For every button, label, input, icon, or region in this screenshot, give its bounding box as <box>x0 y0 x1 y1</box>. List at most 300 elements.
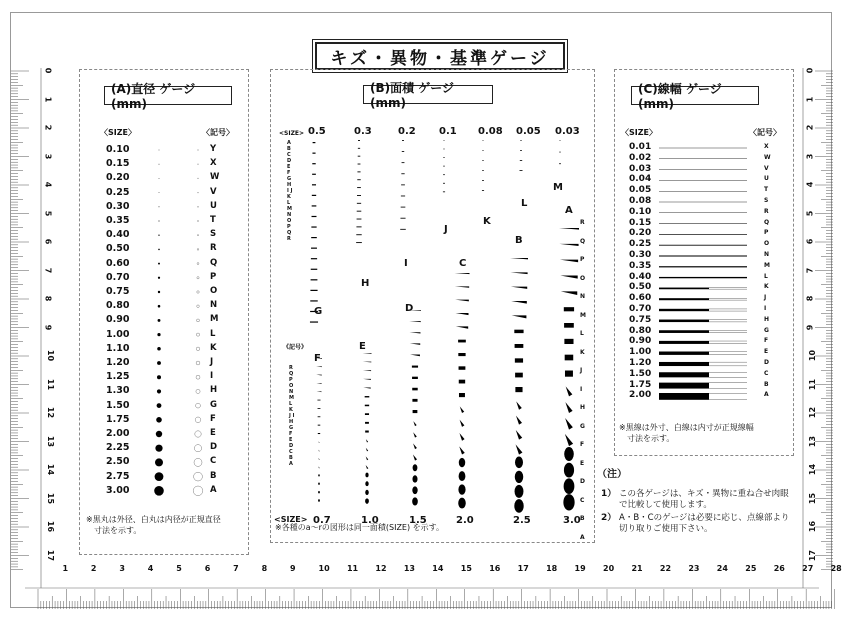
area-mark-small <box>443 149 444 150</box>
ruler-left-label: 17 <box>46 549 56 561</box>
area-mark-dot <box>412 475 417 482</box>
area-mark-rect <box>514 330 523 333</box>
ruler-bottom-label: 19 <box>574 564 586 573</box>
diameter-code: M <box>210 314 219 325</box>
diameter-white-dot <box>194 445 201 452</box>
area-mark-small <box>311 279 318 280</box>
linewidth-code: S <box>764 197 769 204</box>
linewidth-size: 0.01 <box>629 142 652 152</box>
diameter-size: 1.10 <box>106 342 130 354</box>
area-right-code: P <box>580 256 585 263</box>
area-mark-dot <box>412 486 417 494</box>
diameter-size: 0.10 <box>106 144 130 155</box>
linewidth-white-line <box>709 309 747 311</box>
diameter-code: J <box>210 357 214 367</box>
area-mark-diamond <box>413 443 417 449</box>
area-mark-dot <box>318 483 320 485</box>
area-top-size: 0.03 <box>555 126 580 137</box>
diameter-white-dot <box>197 319 200 322</box>
linewidth-size: 0.05 <box>629 185 652 196</box>
ruler-right-label: 13 <box>808 435 818 447</box>
linewidth-black-line <box>659 245 747 246</box>
area-right-code: J <box>580 367 583 374</box>
diameter-size: 0.75 <box>106 286 130 297</box>
area-mark-diamond <box>366 448 368 452</box>
area-mark-dot <box>365 481 368 486</box>
ruler-left-label: 8 <box>43 295 53 302</box>
area-mark-small <box>357 195 361 196</box>
area-bottom-size-label: <SIZE> <box>274 515 308 524</box>
area-mark-triangle <box>363 353 372 354</box>
linewidth-code: L <box>764 272 768 280</box>
ruler-left-label: 16 <box>46 520 56 533</box>
linewidth-code: K <box>764 283 769 291</box>
ruler-left-label: 6 <box>43 238 53 245</box>
linewidth-size: 0.70 <box>629 304 652 314</box>
area-group-letter: D <box>405 303 414 314</box>
area-group-letter: K <box>483 216 491 227</box>
ruler-right-label: 14 <box>808 463 818 476</box>
ruler-bottom-label: 6 <box>204 564 211 573</box>
area-mark-rect <box>515 387 522 392</box>
diameter-size: 1.20 <box>106 357 130 368</box>
diameter-code: E <box>210 428 216 438</box>
area-mark-small <box>520 170 523 171</box>
area-mark-triangle <box>410 354 420 356</box>
area-mark-small <box>311 226 316 227</box>
area-codes-bottom: R Q P O N M L K J I H G F E D C B A <box>289 365 295 467</box>
diameter-black-dot <box>158 305 161 308</box>
linewidth-code: P <box>764 229 769 237</box>
area-mark-rect <box>318 416 321 417</box>
diameter-white-dot <box>196 403 201 408</box>
area-mark-triangle <box>410 332 421 333</box>
panel-b-title: (B)面積 ゲージ(mm) <box>363 85 493 104</box>
area-group-letter: L <box>521 198 528 209</box>
diameter-code: F <box>210 413 216 424</box>
ruler-bottom-label: 20 <box>603 564 615 573</box>
diameter-white-dot <box>196 333 199 336</box>
area-mark-diamond <box>413 454 417 460</box>
area-mark-small <box>443 174 445 175</box>
ruler-bottom-label: 5 <box>176 564 182 573</box>
ruler-left-label: 12 <box>46 406 56 419</box>
area-mark-diamond <box>366 456 369 460</box>
area-mark-triangle <box>559 244 578 246</box>
linewidth-code: O <box>764 240 770 248</box>
diameter-black-dot <box>158 263 160 265</box>
area-right-code: I <box>580 385 583 393</box>
ruler-bottom-label: 1 <box>62 564 69 573</box>
panel-a-code-header: 〈記号〉 <box>202 128 234 137</box>
area-mark-small <box>559 152 560 153</box>
ruler-right-label: 5 <box>805 210 815 216</box>
area-mark-small <box>482 190 484 191</box>
diameter-white-dot <box>197 235 198 236</box>
linewidth-code: H <box>764 315 770 323</box>
diameter-size: 1.50 <box>106 399 130 411</box>
area-mark-triangle <box>510 258 528 259</box>
area-mark-diamond <box>566 386 573 396</box>
area-mark-dot <box>365 473 368 478</box>
area-group-letter: J <box>444 224 448 235</box>
diameter-black-dot <box>158 220 159 221</box>
area-mark-dot <box>564 478 575 494</box>
linewidth-size: 0.80 <box>629 325 652 336</box>
area-size-label: <SIZE> <box>279 130 305 137</box>
diameter-code: T <box>210 215 216 225</box>
diameter-code: Q <box>210 257 218 268</box>
panel-c-code-header: 〈記号〉 <box>749 128 781 137</box>
area-mark-dot <box>412 497 418 505</box>
area-mark-rect <box>564 339 573 344</box>
area-mark-small <box>357 179 360 180</box>
diameter-black-dot <box>157 389 161 393</box>
diameter-size: 1.30 <box>106 385 130 397</box>
area-mark-rect <box>318 408 321 409</box>
diameter-code: B <box>210 470 217 481</box>
ruler-left-label: 10 <box>46 349 56 362</box>
area-mark-small <box>356 234 361 235</box>
area-mark-rect <box>412 388 417 391</box>
ruler-right-label: 8 <box>805 295 815 302</box>
area-mark-dot <box>318 491 320 494</box>
area-bottom-size: 0.7 <box>313 515 331 526</box>
area-right-code: L <box>580 330 584 337</box>
area-mark-triangle <box>512 315 527 318</box>
ruler-bottom-label: 14 <box>432 564 444 573</box>
area-mark-small <box>444 140 445 141</box>
area-mark-rect <box>565 355 574 361</box>
area-mark-rect <box>412 377 418 379</box>
diameter-size: 0.15 <box>106 158 130 170</box>
area-mark-triangle <box>455 286 469 287</box>
linewidth-code: T <box>764 186 769 194</box>
linewidth-black-line <box>659 277 747 278</box>
diameter-size: 2.50 <box>106 456 130 468</box>
area-mark-rect <box>564 307 574 311</box>
area-mark-triangle <box>510 272 527 274</box>
area-mark-small <box>520 160 522 161</box>
ruler-right-label: 12 <box>808 406 818 419</box>
linewidth-code: M <box>764 261 770 269</box>
diameter-code: H <box>210 385 218 396</box>
ruler-bottom-label: 21 <box>631 564 643 573</box>
area-mark-dot <box>318 474 320 476</box>
area-mark-small <box>443 157 444 158</box>
area-mark-triangle <box>363 387 370 388</box>
area-mark-small <box>402 162 405 163</box>
linewidth-size: 0.08 <box>629 196 652 206</box>
panel-b-note: ※各種のa～rの図形は同一面積(SIZE) を示す。 <box>275 523 445 532</box>
area-mark-diamond <box>413 432 417 437</box>
area-mark-small <box>560 140 561 141</box>
area-bottom-size: 1.0 <box>361 515 379 526</box>
area-mark-triangle <box>363 362 372 363</box>
area-mark-small <box>358 156 361 157</box>
linewidth-size: 0.25 <box>629 239 652 250</box>
diameter-size: 1.00 <box>106 328 130 340</box>
diameter-black-dot <box>159 178 160 179</box>
area-mark-small <box>311 269 318 270</box>
linewidth-code: E <box>764 348 769 356</box>
diameter-black-dot <box>156 431 162 437</box>
area-top-size: 0.1 <box>439 126 457 137</box>
diameter-size: 0.20 <box>106 172 130 184</box>
ruler-left-label: 2 <box>43 124 53 131</box>
area-mark-small <box>482 180 484 181</box>
linewidth-code: F <box>764 337 769 345</box>
diameter-size: 2.00 <box>106 428 130 439</box>
note-1: この各ゲージは、キズ・異物に重ね合せ肉眼 で比較して使用します。 <box>619 489 789 510</box>
area-mark-dot <box>458 498 466 509</box>
area-mark-small <box>357 171 360 172</box>
area-mark-dot <box>318 499 320 502</box>
area-mark-small <box>312 174 316 175</box>
linewidth-size: 0.15 <box>629 217 652 228</box>
area-mark-small <box>443 191 445 192</box>
area-mark-small <box>401 207 406 208</box>
area-top-size: 0.05 <box>516 126 541 137</box>
area-mark-triangle <box>317 391 322 392</box>
diameter-size: 0.30 <box>106 200 130 212</box>
area-mark-small <box>400 229 406 230</box>
ruler-left-label: 7 <box>43 267 53 273</box>
area-right-code: Q <box>580 237 586 245</box>
diameter-black-dot <box>155 445 162 452</box>
area-bottom-size: 3.0 <box>563 515 581 526</box>
linewidth-white-line <box>709 373 747 378</box>
diameter-code: U <box>210 200 217 211</box>
diameter-size: 1.75 <box>106 413 130 425</box>
panel-c-size-header: 〈SIZE〉 <box>621 128 658 137</box>
area-mark-triangle <box>455 313 468 315</box>
area-mark-rect <box>459 380 465 384</box>
panel-c-note: ※黒線は外寸、白線は内寸が正規線幅 寸法を示す。 <box>619 423 754 443</box>
ruler-bottom-label: 24 <box>716 564 728 573</box>
ruler-left-label: 0 <box>43 67 53 74</box>
area-mark-rect <box>318 425 321 426</box>
diameter-size: 3.00 <box>106 484 130 496</box>
ruler-bottom-label: 26 <box>773 564 785 573</box>
area-mark-small <box>357 219 362 220</box>
diameter-size: 0.40 <box>106 229 130 241</box>
area-mark-triangle <box>410 343 420 345</box>
ruler-bottom-label: 11 <box>346 564 359 573</box>
area-mark-triangle <box>559 228 579 230</box>
diameter-white-dot <box>197 220 198 221</box>
area-mark-small <box>402 140 404 141</box>
ruler-left-label: 5 <box>43 210 53 216</box>
ruler-bottom-label: 8 <box>261 564 268 573</box>
area-mark-dot <box>564 447 574 461</box>
area-mark-dot <box>413 464 418 471</box>
area-right-code: M <box>580 311 586 319</box>
area-group-letter: E <box>359 341 366 352</box>
ruler-bottom-label: 12 <box>375 564 387 573</box>
ruler-right-label: 10 <box>808 349 818 362</box>
area-mark-diamond <box>318 466 319 468</box>
area-right-code: G <box>580 422 585 430</box>
ruler-left-label: 15 <box>46 492 56 504</box>
area-code-label: 《記号》 <box>283 344 308 351</box>
linewidth-size: 1.20 <box>629 358 652 368</box>
linewidth-black-line <box>659 223 747 224</box>
diameter-white-dot <box>197 291 199 293</box>
diameter-black-dot <box>154 486 164 496</box>
ruler-left-label: 3 <box>43 153 53 159</box>
area-mark-diamond <box>318 441 319 443</box>
area-mark-small <box>357 203 361 204</box>
linewidth-size: 0.04 <box>629 174 652 185</box>
ruler-bottom-label: 15 <box>460 564 472 573</box>
diameter-white-dot <box>198 164 199 165</box>
ruler-right-label: 4 <box>805 181 815 188</box>
area-mark-rect <box>515 358 523 362</box>
area-mark-dot <box>458 484 465 494</box>
diameter-size: 0.70 <box>106 271 130 283</box>
area-mark-small <box>356 226 361 227</box>
linewidth-white-line <box>709 383 747 388</box>
area-top-size: 0.2 <box>398 126 416 137</box>
ruler-right-label: 9 <box>805 324 815 330</box>
area-right-code: O <box>580 274 586 282</box>
linewidth-size: 0.20 <box>629 228 652 239</box>
panel-b-area <box>270 69 595 543</box>
area-mark-diamond <box>366 439 368 442</box>
area-mark-diamond <box>516 401 522 409</box>
linewidth-size: 0.30 <box>629 250 652 260</box>
linewidth-size: 2.00 <box>629 390 652 401</box>
area-mark-rect <box>365 431 369 433</box>
diameter-black-dot <box>155 458 163 466</box>
linewidth-size: 0.03 <box>629 163 652 174</box>
diameter-code: Y <box>210 144 217 154</box>
area-right-code: K <box>580 348 585 356</box>
ruler-bottom-label: 16 <box>489 564 501 573</box>
linewidth-code: N <box>764 251 770 258</box>
linewidth-size: 0.50 <box>629 282 652 293</box>
area-mark-small <box>312 195 316 196</box>
area-mark-small <box>443 183 445 184</box>
area-mark-rect <box>318 433 320 434</box>
diameter-code: V <box>210 186 217 197</box>
area-mark-rect <box>459 393 465 397</box>
linewidth-code: C <box>764 369 769 377</box>
area-mark-dot <box>459 458 465 467</box>
area-mark-diamond <box>565 434 573 446</box>
linewidth-white-line <box>709 341 747 343</box>
linewidth-size: 0.40 <box>629 271 652 282</box>
linewidth-code: Q <box>764 218 770 226</box>
diameter-size: 2.75 <box>106 470 130 482</box>
diameter-black-dot <box>156 417 162 423</box>
area-mark-triangle <box>560 276 577 279</box>
ruler-bottom-label: 25 <box>745 564 757 573</box>
ruler-right-label: 3 <box>805 153 815 159</box>
area-mark-small <box>559 163 561 164</box>
diameter-white-dot <box>197 263 199 265</box>
area-mark-dot <box>514 499 523 513</box>
panel-a-circles <box>80 70 250 556</box>
linewidth-code: X <box>764 143 769 150</box>
area-mark-triangle <box>561 291 577 295</box>
area-mark-rect <box>365 396 370 397</box>
linewidth-size: 1.00 <box>629 347 652 358</box>
area-mark-small <box>482 150 483 151</box>
area-bottom-size: 2.0 <box>456 515 474 526</box>
diameter-white-dot <box>195 417 201 423</box>
diameter-white-dot <box>197 305 200 308</box>
ruler-bottom-label: 10 <box>318 564 330 573</box>
ruler-right-label: 1 <box>805 96 815 102</box>
gauge-sheet <box>10 12 842 608</box>
area-mark-dot <box>563 494 574 510</box>
diameter-size: 1.25 <box>106 371 130 383</box>
area-mark-small <box>357 211 362 212</box>
area-mark-small <box>520 150 522 151</box>
diameter-code: L <box>210 328 216 339</box>
diameter-code: K <box>210 342 217 353</box>
diameter-white-dot <box>196 347 200 351</box>
ruler-left-label: 9 <box>43 324 53 330</box>
ruler-left-label: 11 <box>46 378 56 390</box>
area-right-code: D <box>580 478 585 485</box>
area-mark-dot <box>459 471 466 481</box>
area-mark-small <box>483 140 484 141</box>
diameter-black-dot <box>155 472 164 481</box>
diameter-code: A <box>210 484 217 495</box>
area-top-size: 0.5 <box>308 126 326 137</box>
linewidth-code: U <box>764 175 769 183</box>
area-mark-rect <box>412 366 418 368</box>
area-mark-small <box>401 196 405 197</box>
linewidth-white-line <box>709 298 747 299</box>
linewidth-size: 0.90 <box>629 336 652 347</box>
area-mark-small <box>482 170 484 171</box>
area-bottom-size: 2.5 <box>513 515 531 526</box>
area-mark-small <box>310 300 317 301</box>
diameter-black-dot <box>159 206 160 207</box>
diameter-size: 0.60 <box>106 257 130 269</box>
ruler-right-label: 2 <box>805 124 815 131</box>
area-mark-triangle <box>316 375 321 376</box>
linewidth-code: R <box>764 207 769 215</box>
diameter-white-dot <box>198 178 199 179</box>
diameter-black-dot <box>157 361 161 365</box>
area-mark-diamond <box>460 406 464 413</box>
note-1-number: 1） <box>601 489 617 499</box>
area-codes-top: A B C D E F G H I J K L M N O P Q R <box>287 140 293 242</box>
diameter-size: 0.90 <box>106 314 130 326</box>
linewidth-white-line <box>709 393 747 399</box>
linewidth-white-line <box>709 331 747 333</box>
ruler-bottom-label: 3 <box>119 564 125 573</box>
ruler-right-label: 7 <box>805 267 815 273</box>
area-right-code: E <box>580 459 585 467</box>
area-mark-dot <box>365 498 369 503</box>
area-mark-small <box>358 148 360 149</box>
area-mark-rect <box>458 340 466 343</box>
area-mark-rect <box>365 422 369 424</box>
area-mark-dot <box>564 463 574 478</box>
area-mark-dot <box>515 456 523 468</box>
linewidth-code: D <box>764 359 769 366</box>
ruler-right-label: 6 <box>805 238 815 245</box>
area-mark-diamond <box>459 446 464 454</box>
area-mark-small <box>401 184 405 185</box>
area-mark-dot <box>365 490 369 495</box>
